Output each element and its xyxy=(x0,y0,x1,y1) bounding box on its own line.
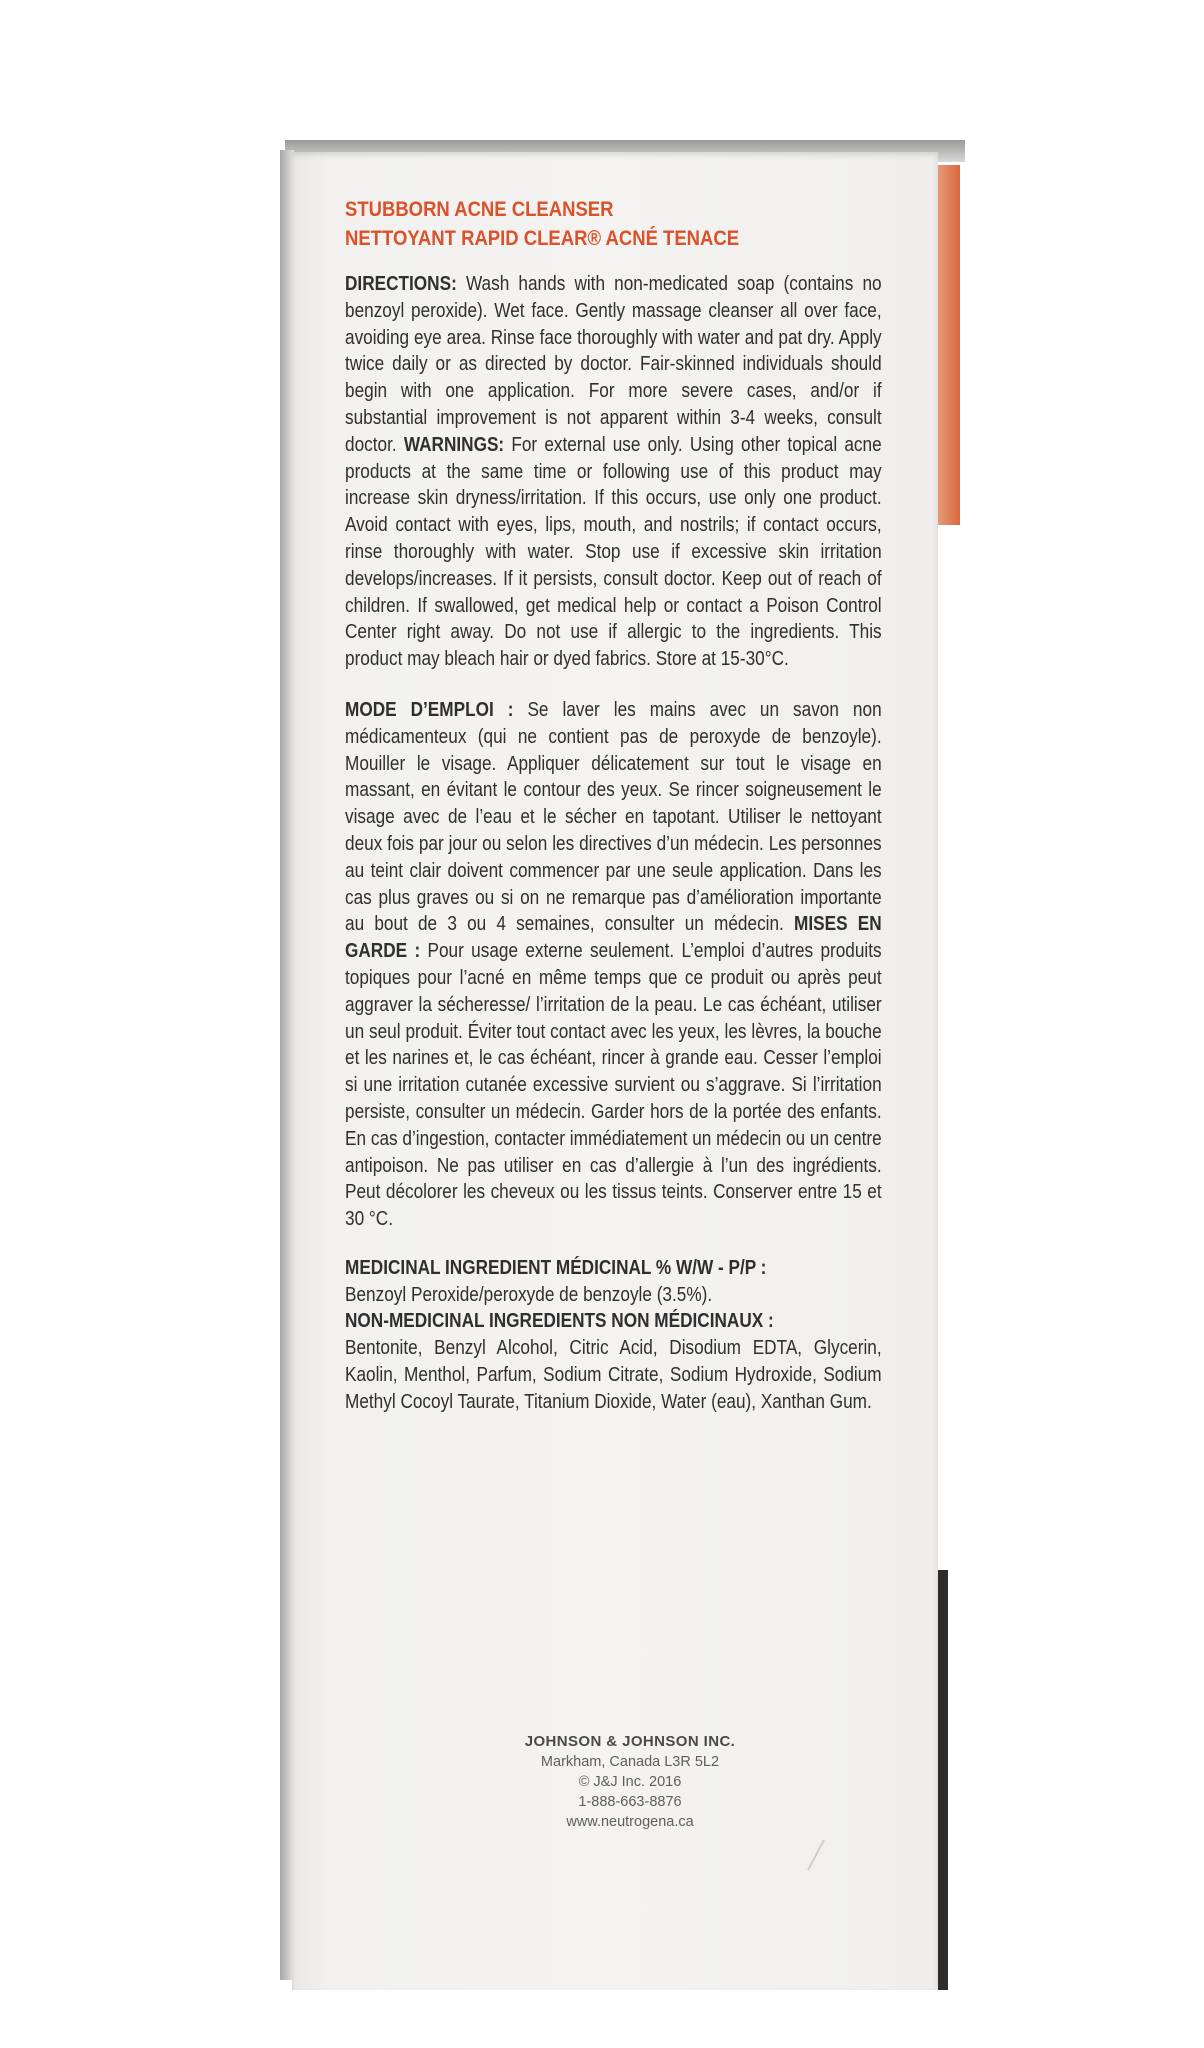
medicinal-ingredient-label: MEDICINAL INGREDIENT MÉDICINAL % W/W - P/P : xyxy=(345,1256,767,1279)
mode-emploi-label: MODE D’EMPLOI : xyxy=(345,698,514,721)
mode-emploi-text: Se laver les mains avec un savon non médicamenteux (qui ne contient pas de peroxyde de benzoyle). Mouiller le visage. Appliquer délicatement sur tout le visage en massant, en évitant le contour des yeux. Se rincer soigneusement le visage avec de l’eau et le sécher en tapotant. Utiliser le nettoyant deux fois par jour ou selon les directives d’un médecin. Les personnes au teint clair doivent commencer par une seule application. Dans les cas plus graves ou si on ne remarque pas d’amélioration importante au bout de 3 ou 4 semaines, consulter un médecin. xyxy=(345,698,882,936)
mises-en-garde-label: MISES EN GARDE : xyxy=(345,913,882,963)
title-french: NETTOYANT RAPID CLEAR® ACNÉ TENACE xyxy=(345,226,740,250)
non-medicinal-label: NON-MEDICINAL INGREDIENTS NON MÉDICINAUX : xyxy=(345,1310,774,1333)
company-name: JOHNSON & JOHNSON INC. xyxy=(524,1733,736,1750)
directions-label: DIRECTIONS: xyxy=(345,273,457,295)
title-english: STUBBORN ACNE CLEANSER xyxy=(345,197,614,221)
directions-text: Wash hands with non-medicated soap (contains no benzoyl peroxide). Wet face. Gently massage cleanser all over face, avoiding eye area. Rinse face thoroughly with water and pat dry. Apply twice daily or as directed by doctor. Fair-skinned individuals should begin with one application. For more severe cases, and/or if substantial improvement is not apparent within 3-4 weeks, consult doctor. xyxy=(345,273,882,456)
manufacturer-footer xyxy=(480,1732,780,1832)
phone-number: 1-888-663-8876 xyxy=(578,1794,682,1810)
medicinal-ingredient-text: Benzoyl Peroxide/peroxyde de benzoyle (3.5%). xyxy=(345,1283,713,1306)
website: www.neutrogena.ca xyxy=(566,1814,694,1830)
mises-en-garde-text: Pour usage externe seulement. L’emploi d’autres produits topiques pour l’acné en même temps que ce produit ou après peut aggraver la sécheresse/ l’irritation de la peau. Le cas échéant, utiliser un seul produit. Éviter tout contact avec les yeux, les lèvres, la bouche et les narines et, le cas échéant, rincer à grande eau. Cesser l’emploi si une irritation cutanée excessive survient ou s’aggrave. Si l’irritation persiste, consulter un médecin. Garder hors de la portée des enfants. En cas d’ingestion, contacter immédiatement un médecin ou un centre antipoison. Ne pas utiliser en cas d’allergie à l’un des ingrédients. Peut décolorer les cheveux ou les tissus teints. Conserver entre 15 et 30 °C. xyxy=(345,940,882,1231)
directions-paragraph xyxy=(345,271,882,673)
box-orange-side xyxy=(936,165,960,525)
non-medicinal-text: Bentonite, Benzyl Alcohol, Citric Acid, Disodium EDTA, Glycerin, Kaolin, Menthol, Parfum, Sodium Citrate, Sodium Hydroxide, Sodium Methyl Cocoyl Taurate, Titanium Dioxide, Water (eau), Xanthan Gum. xyxy=(345,1337,882,1413)
ingredients-paragraph xyxy=(345,1255,882,1416)
warnings-text: For external use only. Using other topical acne products at the same time or following use of this product may increase skin dryness/irritation. If this occurs, use only one product. Avoid contact with eyes, lips, mouth, and nostrils; if contact occurs, rinse thoroughly with water. Stop use if excessive skin irritation develops/increases. If it persists, consult doctor. Keep out of reach of children. If swallowed, get medical help or contact a Poison Control Center right away. Do not use if allergic to the ingredients. This product may bleach hair or dyed fabrics. Store at 15-30°C. xyxy=(345,433,882,671)
company-address: Markham, Canada L3R 5L2 xyxy=(540,1754,720,1770)
mode-emploi-paragraph xyxy=(345,697,882,1233)
copyright: © J&J Inc. 2016 xyxy=(578,1774,682,1790)
warnings-label: WARNINGS: xyxy=(403,433,505,456)
label-content xyxy=(345,195,881,1416)
